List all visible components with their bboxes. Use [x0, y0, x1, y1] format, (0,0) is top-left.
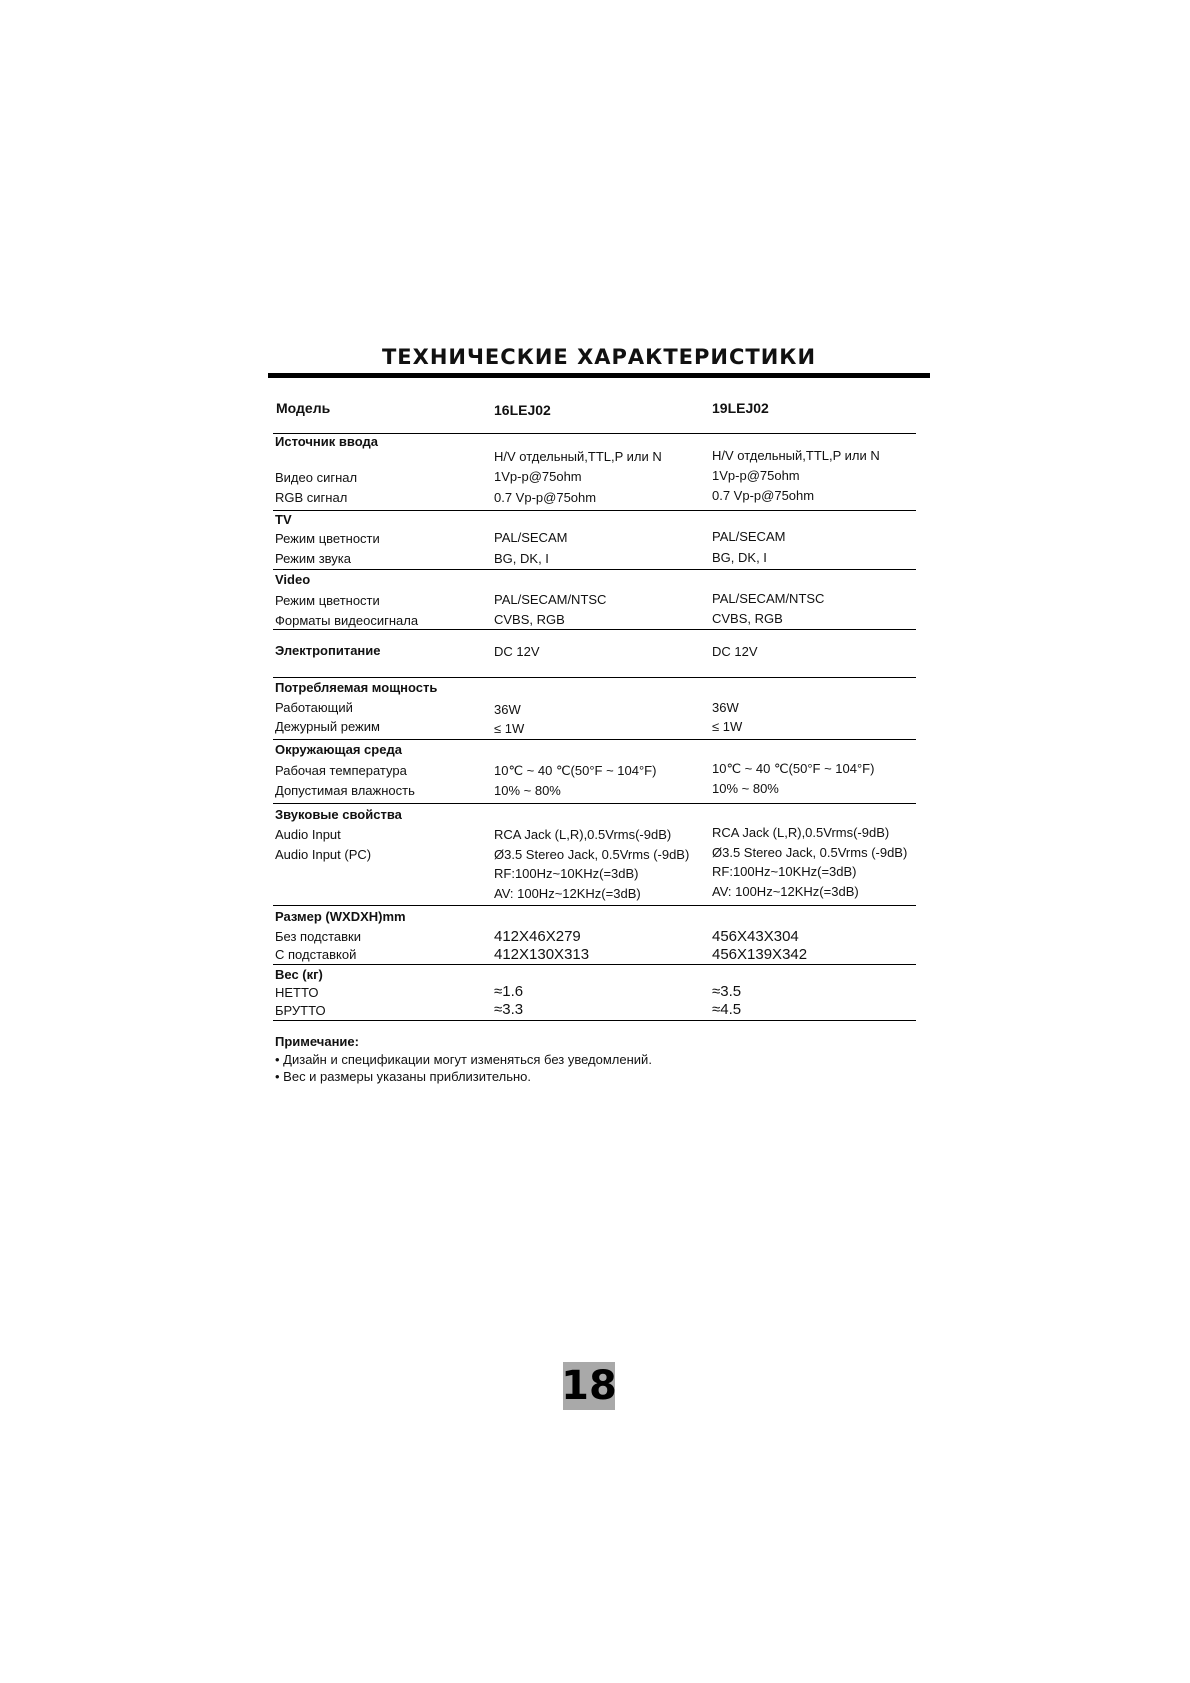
table-divider	[273, 569, 916, 570]
power-on-label: Работающий	[275, 700, 353, 715]
table-divider	[273, 510, 916, 511]
table-divider	[273, 905, 916, 906]
video-color-label: Режим цветности	[275, 593, 380, 608]
temperature-m1: 10℃ ~ 40 ℃(50°F ~ 104°F)	[494, 763, 657, 778]
page-title: ТЕХНИЧЕСКИЕ ХАРАКТЕРИСТИКИ	[381, 345, 817, 369]
weight-net-m1: ≈1.6	[494, 983, 524, 1000]
video-signal-m1: 1Vp-p@75ohm	[494, 469, 582, 484]
table-divider	[273, 964, 916, 965]
size-no-stand-m1: 412X46X279	[494, 928, 581, 945]
audio-av-m1: AV: 100Hz~12KHz(=3dB)	[494, 886, 641, 901]
table-divider	[273, 677, 916, 678]
humidity-m1: 10% ~ 80%	[494, 783, 561, 798]
weight-gross-label: БРУТТО	[275, 1003, 326, 1018]
video-color-m1: PAL/SECAM/NTSC	[494, 592, 607, 607]
tv-sound-m1: BG, DK, I	[494, 551, 549, 566]
header-model-label: Модель	[276, 400, 331, 416]
header-model-19lej02: 19LEJ02	[712, 400, 769, 416]
temperature-label: Рабочая температура	[275, 763, 407, 778]
audio-rf-m1: RF:100Hz~10KHz(=3dB)	[494, 866, 639, 881]
audio-av-m2: AV: 100Hz~12KHz(=3dB)	[712, 884, 859, 899]
section-power-supply: Электропитание	[275, 643, 381, 658]
video-format-m1: CVBS, RGB	[494, 612, 565, 627]
audio-input-pc-m1: Ø3.5 Stereo Jack, 0.5Vrms (-9dB)	[494, 847, 690, 862]
size-stand-m1: 412X130X313	[494, 946, 590, 963]
page-number: 18	[561, 1363, 617, 1409]
size-no-stand-m2: 456X43X304	[712, 928, 799, 945]
page-number-badge	[563, 1362, 615, 1410]
standby-label: Дежурный режим	[275, 719, 380, 734]
section-audio: Звуковые свойства	[275, 807, 402, 822]
header-model-16lej02: 16LEJ02	[494, 402, 551, 418]
title-underline	[268, 373, 930, 378]
standby-m2: ≤ 1W	[712, 719, 743, 734]
size-stand-m2: 456X139X342	[712, 946, 808, 963]
tv-color-label: Режим цветности	[275, 531, 380, 546]
tv-color-m2: PAL/SECAM	[712, 529, 786, 544]
audio-rf-m2: RF:100Hz~10KHz(=3dB)	[712, 864, 857, 879]
audio-input-m2: RCA Jack (L,R),0.5Vrms(-9dB)	[712, 825, 890, 840]
audio-input-label: Audio Input	[275, 827, 341, 842]
notes-title: Примечание:	[275, 1034, 359, 1049]
rgb-signal-label: RGB сигнал	[275, 490, 348, 505]
weight-net-m2: ≈3.5	[712, 983, 742, 1000]
section-video: Video	[275, 572, 311, 587]
video-signal-m2: 1Vp-p@75ohm	[712, 468, 800, 483]
section-tv: TV	[275, 512, 292, 527]
video-format-label: Форматы видеосигнала	[275, 613, 419, 628]
note-item: • Дизайн и спецификации могут изменяться без уведомлений.	[275, 1052, 652, 1067]
tv-color-m1: PAL/SECAM	[494, 530, 568, 545]
section-size: Размер (WXDXH)mm	[275, 909, 406, 924]
humidity-label: Допустимая влажность	[275, 783, 415, 798]
rgb-signal-m1: 0.7 Vp-p@75ohm	[494, 490, 597, 505]
power-supply-m1: DC 12V	[494, 644, 540, 659]
input-sync-m2: H/V отдельный,TTL,P или N	[712, 448, 880, 463]
input-sync-m1: H/V отдельный,TTL,P или N	[494, 449, 662, 464]
video-format-m2: CVBS, RGB	[712, 611, 783, 626]
section-input-source: Источник ввода	[275, 434, 378, 449]
audio-input-pc-label: Audio Input (PC)	[275, 847, 372, 862]
power-on-m2: 36W	[712, 700, 739, 715]
weight-net-label: НЕТТО	[275, 985, 319, 1000]
section-power-consumption: Потребляемая мощность	[275, 680, 438, 695]
power-supply-m2: DC 12V	[712, 644, 758, 659]
humidity-m2: 10% ~ 80%	[712, 781, 779, 796]
weight-gross-m1: ≈3.3	[494, 1001, 524, 1018]
tv-sound-label: Режим звука	[275, 551, 351, 566]
table-divider	[273, 1020, 916, 1021]
note-item: • Вес и размеры указаны приблизительно.	[275, 1069, 532, 1084]
weight-gross-m2: ≈4.5	[712, 1001, 742, 1018]
power-on-m1: 36W	[494, 702, 521, 717]
standby-m1: ≤ 1W	[494, 721, 525, 736]
size-stand-label: С подставкой	[275, 947, 357, 962]
temperature-m2: 10℃ ~ 40 ℃(50°F ~ 104°F)	[712, 761, 875, 776]
tv-sound-m2: BG, DK, I	[712, 550, 767, 565]
rgb-signal-m2: 0.7 Vp-p@75ohm	[712, 488, 815, 503]
section-environment: Окружающая среда	[275, 742, 402, 757]
size-no-stand-label: Без подставки	[275, 929, 362, 944]
audio-input-m1: RCA Jack (L,R),0.5Vrms(-9dB)	[494, 827, 672, 842]
audio-input-pc-m2: Ø3.5 Stereo Jack, 0.5Vrms (-9dB)	[712, 845, 908, 860]
section-weight: Вес (кг)	[275, 967, 323, 982]
video-color-m2: PAL/SECAM/NTSC	[712, 591, 825, 606]
table-divider	[273, 739, 916, 740]
video-signal-label: Видео сигнал	[275, 470, 358, 485]
table-divider	[273, 803, 916, 804]
table-divider	[273, 629, 916, 630]
